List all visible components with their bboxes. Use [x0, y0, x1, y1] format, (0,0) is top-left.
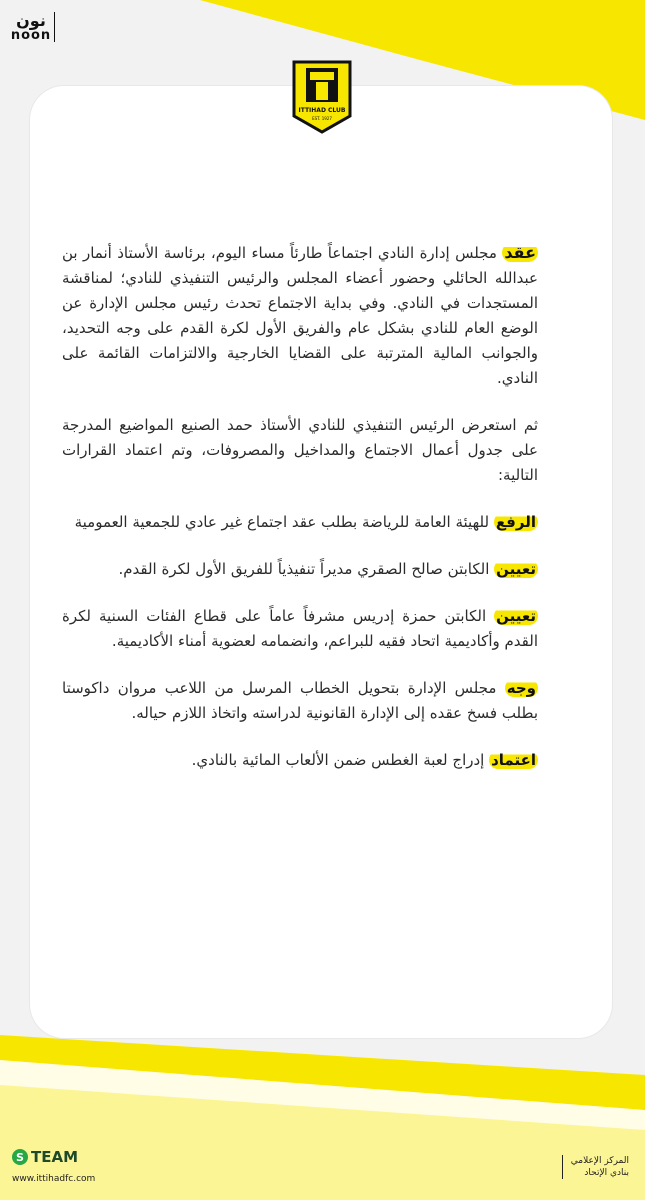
media-line-2: بنادي الإتحاد: [584, 1168, 629, 1178]
decision-lead: وجه: [506, 679, 536, 697]
paragraph-intro: [62, 240, 538, 391]
decision-text: الكابتن صالح الصقري مديراً تنفيذياً للفريق الأول لكرة القدم.: [118, 560, 495, 578]
decision-text: للهيئة العامة للرياضة بطلب عقد اجتماع غير عادي للجمعية العمومية: [74, 513, 494, 531]
footer-left: [12, 1148, 95, 1184]
decision-lead: الرفع: [495, 513, 536, 531]
crest-text-year: EST. 1927: [312, 116, 332, 121]
team-label: TEAM: [31, 1148, 79, 1166]
sponsor-name-en: noon: [10, 27, 52, 43]
decision-text: مجلس الإدارة بتحويل الخطاب المرسل من اللاعب مروان داكوستا بطلب فسخ عقده إلى الإدارة القانونية لدراسته واتخاذ اللازم حياله.: [62, 679, 538, 722]
sponsor-divider: [54, 12, 55, 42]
decision-item: [62, 676, 538, 726]
media-center-text: [571, 1155, 629, 1179]
team-logo: [12, 1148, 95, 1166]
decision-item: [62, 604, 538, 654]
decision-item: [62, 510, 538, 535]
paragraph-text: ثم استعرض الرئيس التنفيذي للنادي الأستاذ حمد الصنيع المواضيع المدرجة على جدول أعمال الاجتماع والمداخيل والمصروفات، وتم اعتماد القرارات التالية:: [62, 416, 538, 484]
decision-lead: تعيين: [496, 607, 536, 625]
paragraph-text: مجلس إدارة النادي اجتماعاً طارئاً مساء اليوم، برئاسة الأستاذ أنمار بن عبدالله الحائلي وحضور أعضاء المجلس والرئيس التنفيذي للنادي؛ لمناقشة المستجدات في النادي. وفي بداية الاجتماع تحدث رئيس مجلس الإدارة عن الوضع العام للنادي بشكل عام والفريق الأول لكرة القدم على وجه التحديد، والجوانب المالية المترتبة على القضايا الخارجية والالتزامات القائمة على النادي.: [62, 244, 538, 387]
media-center-logo: [562, 1155, 629, 1179]
media-line-1: المركز الإعلامي: [570, 1156, 629, 1166]
club-crest-icon: [290, 58, 354, 134]
decision-text: الكابتن حمزة إدريس مشرفاً عاماً على قطاع الفئات السنية لكرة القدم وأكاديمية اتحاد فقيه للبراعم، وانضمامه لعضوية أمناء الأكاديمية.: [62, 607, 538, 650]
website-link[interactable]: www.ittihadfc.com: [12, 1174, 96, 1184]
media-divider: [562, 1155, 563, 1179]
decision-text: إدراج لعبة الغطس ضمن الألعاب المائية بالنادي.: [191, 751, 490, 769]
crest-text-name: ITTIHAD CLUB: [298, 107, 346, 114]
sponsor-name-ar: نون: [16, 10, 46, 30]
decision-item: [62, 557, 538, 582]
sponsor-logo: [10, 10, 55, 44]
team-s-icon: S: [12, 1149, 28, 1165]
noon-mark: [10, 10, 52, 44]
decision-lead: تعيين: [496, 560, 536, 578]
announcement-body: [62, 240, 538, 795]
paragraph-agenda: [62, 413, 538, 488]
decision-item: [62, 748, 538, 773]
paragraph-lead: عقد: [504, 243, 536, 262]
decision-lead: اعتماد: [491, 751, 536, 769]
